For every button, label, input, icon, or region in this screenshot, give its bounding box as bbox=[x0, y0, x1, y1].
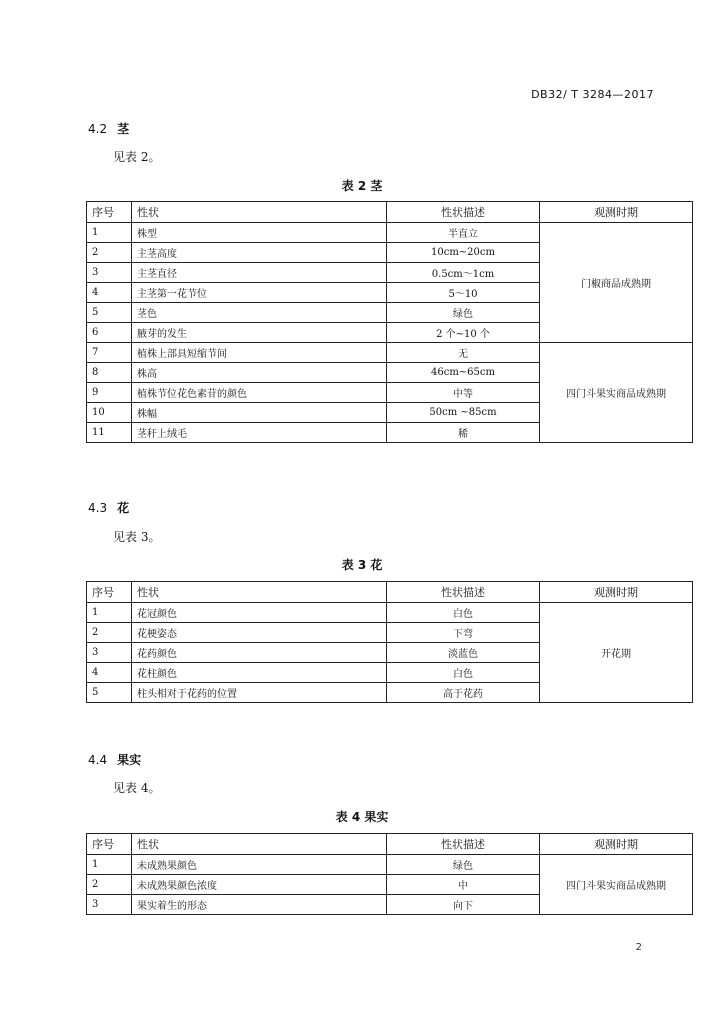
col-header-period: 观测时期 bbox=[540, 834, 693, 855]
cell-no: 8 bbox=[87, 363, 132, 383]
cell-no: 4 bbox=[87, 283, 132, 303]
cell-trait: 主茎高度 bbox=[132, 243, 387, 263]
col-header-trait: 性状 bbox=[132, 834, 387, 855]
cell-desc: 5～10 bbox=[387, 283, 540, 303]
cell-no: 5 bbox=[87, 303, 132, 323]
cell-period: 四门斗果实商品成熟期 bbox=[540, 855, 693, 915]
cell-trait: 柱头相对于花药的位置 bbox=[132, 683, 387, 703]
cell-trait: 株高 bbox=[132, 363, 387, 383]
table-row bbox=[87, 855, 693, 875]
cell-no: 10 bbox=[87, 403, 132, 423]
cell-no: 7 bbox=[87, 343, 132, 363]
table-header-row bbox=[87, 582, 693, 603]
col-header-period: 观测时期 bbox=[540, 202, 693, 223]
cell-period: 开花期 bbox=[540, 603, 693, 703]
table-reference: 见表 4。 bbox=[113, 781, 161, 795]
cell-trait: 花梗姿态 bbox=[132, 623, 387, 643]
table-header-row bbox=[87, 202, 693, 223]
cell-no: 1 bbox=[87, 223, 132, 243]
cell-no: 2 bbox=[87, 243, 132, 263]
cell-desc: 淡蓝色 bbox=[387, 643, 540, 663]
section-title: 茎 bbox=[117, 122, 130, 136]
section-heading-fruit bbox=[88, 751, 141, 768]
cell-trait: 未成熟果颜色 bbox=[132, 855, 387, 875]
cell-no: 3 bbox=[87, 895, 132, 915]
cell-desc: 高于花药 bbox=[387, 683, 540, 703]
cell-desc: 2 个~10 个 bbox=[387, 323, 540, 343]
cell-desc: 中 bbox=[387, 875, 540, 895]
cell-desc: 无 bbox=[387, 343, 540, 363]
cell-no: 1 bbox=[87, 855, 132, 875]
cell-trait: 果实着生的形态 bbox=[132, 895, 387, 915]
cell-trait: 株幅 bbox=[132, 403, 387, 423]
col-header-desc: 性状描述 bbox=[387, 582, 540, 603]
col-header-no: 序号 bbox=[87, 202, 132, 223]
cell-no: 11 bbox=[87, 423, 132, 443]
table-caption: 表 4 果实 bbox=[335, 810, 389, 824]
section-heading-stem bbox=[88, 120, 129, 137]
cell-trait: 未成熟果颜色浓度 bbox=[132, 875, 387, 895]
cell-trait: 花药颜色 bbox=[132, 643, 387, 663]
page-number: 2 bbox=[635, 942, 642, 953]
section-title: 花 bbox=[117, 501, 130, 515]
cell-no: 5 bbox=[87, 683, 132, 703]
col-header-no: 序号 bbox=[87, 582, 132, 603]
flower-table bbox=[86, 581, 693, 703]
cell-trait: 主茎直径 bbox=[132, 263, 387, 283]
cell-no: 1 bbox=[87, 603, 132, 623]
cell-period: 门椒商品成熟期 bbox=[540, 223, 693, 343]
cell-trait: 株型 bbox=[132, 223, 387, 243]
cell-desc: 绿色 bbox=[387, 303, 540, 323]
section-title: 果实 bbox=[117, 753, 142, 767]
section-number: 4.4 bbox=[88, 753, 108, 767]
cell-trait: 主茎第一花节位 bbox=[132, 283, 387, 303]
cell-desc: 中等 bbox=[387, 383, 540, 403]
document-code: DB32/ T 3284—2017 bbox=[531, 88, 654, 101]
table-header-row bbox=[87, 834, 693, 855]
cell-desc: 绿色 bbox=[387, 855, 540, 875]
table-row bbox=[87, 603, 693, 623]
cell-trait: 植株节位花色素苷的颜色 bbox=[132, 383, 387, 403]
cell-trait: 茎色 bbox=[132, 303, 387, 323]
cell-desc: 下弯 bbox=[387, 623, 540, 643]
section-number: 4.2 bbox=[88, 122, 108, 136]
cell-trait: 花冠颜色 bbox=[132, 603, 387, 623]
cell-trait: 茎秆上绒毛 bbox=[132, 423, 387, 443]
cell-no: 4 bbox=[87, 663, 132, 683]
cell-desc: 白色 bbox=[387, 603, 540, 623]
cell-period: 四门斗果实商品成熟期 bbox=[540, 343, 693, 443]
col-header-trait: 性状 bbox=[132, 582, 387, 603]
cell-desc: 向下 bbox=[387, 895, 540, 915]
cell-no: 2 bbox=[87, 623, 132, 643]
fruit-table bbox=[86, 833, 693, 915]
cell-desc: 50cm ~85cm bbox=[387, 403, 540, 423]
cell-no: 3 bbox=[87, 643, 132, 663]
cell-desc: 10cm~20cm bbox=[387, 243, 540, 263]
table-row bbox=[87, 223, 693, 243]
cell-no: 2 bbox=[87, 875, 132, 895]
table-caption: 表 2 茎 bbox=[341, 179, 383, 193]
col-header-period: 观测时期 bbox=[540, 582, 693, 603]
table-reference: 见表 3。 bbox=[113, 530, 161, 544]
cell-desc: 0.5cm～1cm bbox=[387, 263, 540, 283]
table-reference: 见表 2。 bbox=[113, 150, 161, 164]
col-header-desc: 性状描述 bbox=[387, 834, 540, 855]
section-heading-flower bbox=[88, 499, 129, 516]
stem-table bbox=[86, 201, 693, 443]
col-header-desc: 性状描述 bbox=[387, 202, 540, 223]
cell-no: 6 bbox=[87, 323, 132, 343]
cell-trait: 腋芽的发生 bbox=[132, 323, 387, 343]
cell-no: 9 bbox=[87, 383, 132, 403]
section-number: 4.3 bbox=[88, 501, 108, 515]
cell-trait: 花柱颜色 bbox=[132, 663, 387, 683]
cell-trait: 植株上部具短缩节间 bbox=[132, 343, 387, 363]
table-caption: 表 3 花 bbox=[341, 558, 383, 572]
col-header-trait: 性状 bbox=[132, 202, 387, 223]
cell-desc: 46cm~65cm bbox=[387, 363, 540, 383]
col-header-no: 序号 bbox=[87, 834, 132, 855]
table-row bbox=[87, 343, 693, 363]
cell-desc: 半直立 bbox=[387, 223, 540, 243]
cell-no: 3 bbox=[87, 263, 132, 283]
cell-desc: 白色 bbox=[387, 663, 540, 683]
cell-desc: 稀 bbox=[387, 423, 540, 443]
